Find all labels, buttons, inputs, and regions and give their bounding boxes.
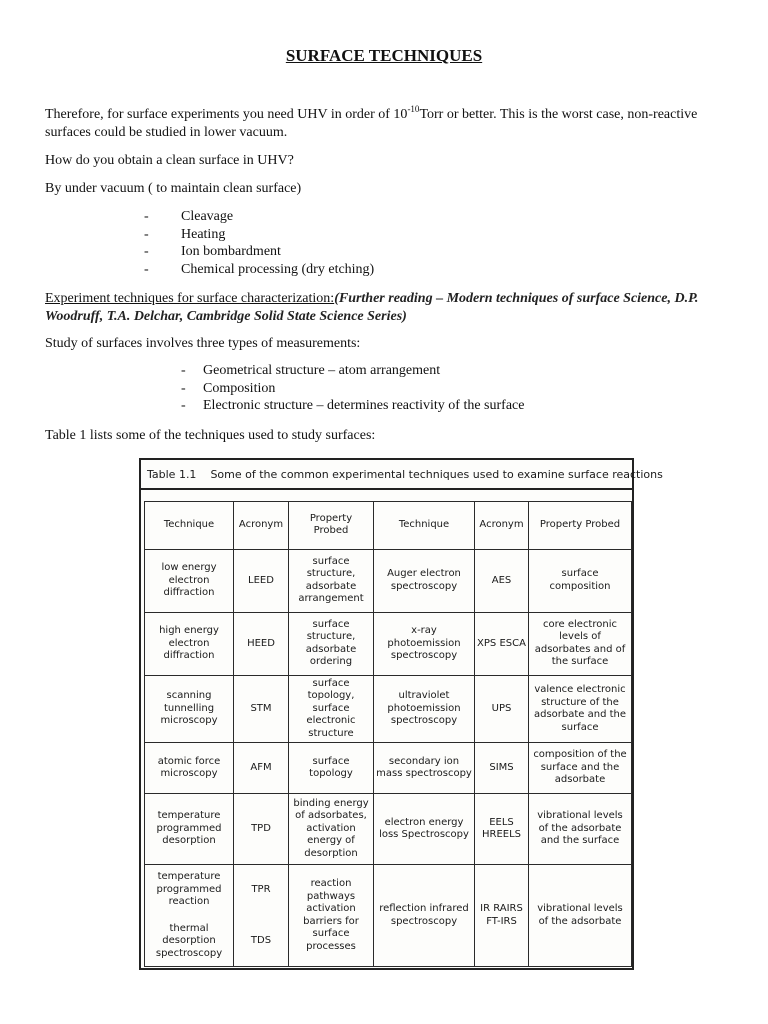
- list-item: [144, 208, 374, 226]
- table-row: [145, 549, 632, 612]
- table-cell: atomic force microscopy: [145, 743, 234, 794]
- list-item-text: Chemical processing (dry etching): [181, 261, 375, 277]
- bullet-dash: -: [144, 244, 149, 259]
- table-cell: LEED: [234, 549, 289, 612]
- table-row: [145, 743, 632, 794]
- column-header: Technique: [145, 502, 234, 550]
- table-cell: binding energy of adsorbates, activation energy of desorption: [289, 793, 374, 864]
- table-cell-text: TDS: [250, 934, 272, 946]
- table-cell: SIMS: [475, 743, 529, 794]
- section-heading: Experiment techniques for surface characterization:: [45, 291, 335, 306]
- techniques-table: [144, 501, 632, 967]
- table-cell: valence electronic structure of the adsorbate and the surface: [529, 675, 632, 742]
- column-header: Property Probed: [289, 502, 374, 550]
- table-cell: temperature programmed desorption: [145, 793, 234, 864]
- caption-rule: [141, 488, 632, 490]
- table-cell: composition of the surface and the adsorbate: [529, 743, 632, 794]
- bullet-dash: -: [144, 226, 149, 242]
- table-cell-text: thermal desorption spectroscopy: [155, 922, 223, 959]
- bullet-dash: -: [144, 261, 149, 277]
- table-cell: HEED: [234, 612, 289, 675]
- table-caption-text: Some of the common experimental techniques used to examine surface reactions: [210, 468, 663, 481]
- table-cell: scanning tunnelling microscopy: [145, 675, 234, 742]
- table-cell: XPS ESCA: [475, 612, 529, 675]
- table-cell: secondary ion mass spectroscopy: [374, 743, 475, 794]
- intro-text-start: Therefore, for surface experiments you need UHV in order of 10: [45, 107, 408, 122]
- intro-exponent: -10: [407, 104, 420, 114]
- table-row: [145, 675, 632, 742]
- table-cell: vibrational levels of the adsorbate: [529, 865, 632, 967]
- intro-paragraph: [45, 106, 725, 142]
- table-caption-label: Table 1.1: [147, 468, 197, 481]
- table-cell: surface composition: [529, 549, 632, 612]
- table-row: [145, 793, 632, 864]
- table-cell: x-ray photoemission spectroscopy: [374, 612, 475, 675]
- measurements-intro: Study of surfaces involves three types of measurements:: [45, 336, 361, 351]
- bullet-dash: -: [144, 209, 149, 224]
- list-item: [181, 362, 524, 380]
- bullet-dash: -: [181, 363, 186, 378]
- column-header: Technique: [374, 502, 475, 550]
- bullet-dash: -: [181, 398, 186, 413]
- scanned-table: [139, 458, 663, 970]
- table-cell: ultraviolet photoemission spectroscopy: [374, 675, 475, 742]
- table-cell: low energy electron diffraction: [145, 549, 234, 612]
- table-cell: AFM: [234, 743, 289, 794]
- list-item: [144, 243, 374, 261]
- table-cell: [145, 865, 234, 967]
- column-header: Acronym: [234, 502, 289, 550]
- list-item-text: Heating: [181, 226, 226, 242]
- techniques-paragraph: [45, 290, 725, 326]
- answer-paragraph: By under vacuum ( to maintain clean surface): [45, 181, 302, 196]
- page-title: SURFACE TECHNIQUES: [285, 46, 483, 65]
- list-item: [144, 226, 374, 244]
- list-item-text: Composition: [203, 380, 276, 396]
- table-cell: EELS HREELS: [475, 793, 529, 864]
- list-item-text: Cleavage: [181, 209, 234, 224]
- table-cell: core electronic levels of adsorbates and of the surface: [529, 612, 632, 675]
- table-cell: AES: [475, 549, 529, 612]
- list-item: [181, 380, 524, 398]
- cleaning-methods-list: [144, 208, 374, 278]
- table-header-row: [145, 502, 632, 550]
- table-cell: [234, 865, 289, 967]
- table-cell: high energy electron diffraction: [145, 612, 234, 675]
- table-cell: surface structure, adsorbate ordering: [289, 612, 374, 675]
- table-caption: [147, 468, 663, 481]
- list-item: [144, 261, 374, 279]
- table-cell: surface topology: [289, 743, 374, 794]
- table-intro: Table 1 lists some of the techniques used to study surfaces:: [45, 428, 376, 443]
- table-cell: electron energy loss Spectroscopy: [374, 793, 475, 864]
- question-paragraph: How do you obtain a clean surface in UHV?: [45, 153, 294, 168]
- table-cell: Auger electron spectroscopy: [374, 549, 475, 612]
- measurements-list: [181, 362, 524, 415]
- table-cell: surface topology, surface electronic structure: [289, 675, 374, 742]
- list-item-text: Geometrical structure – atom arrangement: [203, 363, 441, 378]
- column-header: Acronym: [475, 502, 529, 550]
- column-header: Property Probed: [529, 502, 632, 550]
- intro-text-end: Torr or better. This is the worst case, non-reactive surfaces could be studied in lower vacuum.: [45, 107, 698, 140]
- list-item-text: Ion bombardment: [181, 244, 281, 259]
- table-row: [145, 612, 632, 675]
- table-cell: vibrational levels of the adsorbate and the surface: [529, 793, 632, 864]
- table-cell: surface structure, adsorbate arrangement: [289, 549, 374, 612]
- table-cell: UPS: [475, 675, 529, 742]
- table-row: [145, 865, 632, 967]
- further-reading: (Further reading – Modern techniques of surface Science, D.P. Woodruff, T.A. Delchar, Cambridge Solid State Science Series): [45, 291, 699, 324]
- table-cell: STM: [234, 675, 289, 742]
- table-cell: IR RAIRS FT-IRS: [475, 865, 529, 967]
- table-cell: TPD: [234, 793, 289, 864]
- list-item: [181, 397, 524, 415]
- table-cell-text: TPR: [251, 884, 271, 896]
- table-cell: reaction pathways activation barriers for surface processes: [289, 865, 374, 967]
- table-cell: reflection infrared spectroscopy: [374, 865, 475, 967]
- bullet-dash: -: [181, 380, 186, 396]
- list-item-text: Electronic structure – determines reactivity of the surface: [203, 398, 525, 413]
- table-cell-text: temperature programmed reaction: [156, 871, 222, 908]
